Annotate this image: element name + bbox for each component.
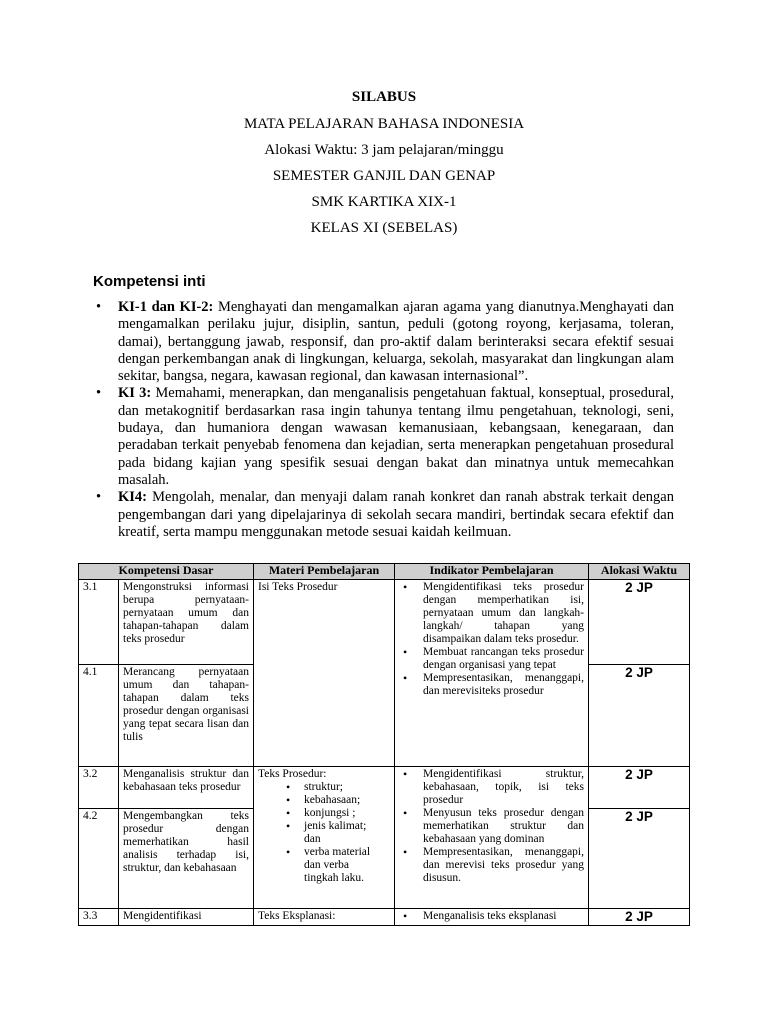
materi-cell: Isi Teks Prosedur (254, 580, 395, 767)
ki-item (96, 385, 674, 489)
materi-item: dan verba (304, 859, 350, 871)
kd-text: Mengembangkan teks prosedur dengan memerhatikan hasil analisis terhadap isi, struktur, dan kebahasaan (119, 809, 254, 909)
kd-text: Mengidentifikasi (119, 909, 254, 926)
ki-text: Menghayati dan mengamalkan ajaran agama yang dianutnya.Menghayati dan mengamalkan perilaku jujur, disiplin, santun, peduli (gotong royong, kerjasama, toleran, damai), bertanggung jawab, responsif, dan pro-aktif dalam berinteraksi secara efektif sesuai dengan perkembangan anak di lingkungan, keluarga, sekolah, masyarakat dan lingkungan alam sekitar, bangsa, negara, kawasan regional, dan kawasan internasional”. (118, 299, 674, 385)
alokasi-value: 2 JP (589, 809, 690, 909)
indikator-item: • Mengidentifikasi teks prosedur dengan memperhatikan isi, pernyataan umum dan langkah-langkah/ tahapan yang disampaikan dalam teks prosedur. (399, 581, 584, 646)
ki-list (96, 299, 674, 541)
indikator-cell (395, 767, 589, 909)
kd-number: 3.2 (79, 767, 119, 809)
kd-text: Menganalisis struktur dan kebahasaan teks prosedur (119, 767, 254, 809)
kd-number: 4.2 (79, 809, 119, 909)
kd-number: 4.1 (79, 665, 119, 767)
class-line: KELAS XI (SEBELAS) (310, 220, 458, 236)
materi-item: • verba material (298, 846, 390, 859)
alokasi-value: 2 JP (589, 580, 690, 665)
ki-label: KI4: (118, 489, 147, 506)
alokasi-value: 2 JP (589, 909, 690, 926)
col-header-alokasi: Alokasi Waktu (589, 564, 690, 580)
kd-number: 3.3 (79, 909, 119, 926)
indikator-item: • Mempresentasikan, menanggapi, dan merevisi teks prosedur yang disusun. (399, 846, 584, 885)
time-allocation-line: Alokasi Waktu: 3 jam pelajaran/minggu (264, 142, 504, 158)
indikator-item: • Menyusun teks prosedur dengan memerhatikan struktur dan kebahasaan yang dominan (399, 807, 584, 846)
ki-text: Mengolah, menalar, dan menyaji dalam ranah konkret dan ranah abstrak terkait dengan pengembangan dari yang dipelajarinya di sekolah secara mandiri, bertindak secara efektif dan kreatif, serta mampu menggunakan metode sesuai kaidah keilmuan. (118, 489, 674, 540)
materi-cell: Teks Eksplanasi: (254, 909, 395, 926)
table-row (79, 580, 690, 665)
ki-section-title: Kompetensi inti (93, 273, 206, 290)
kd-text: Merancang pernyataan umum dan tahapan-tahapan dalam teks prosedur dengan organisasi yang tepat secara lisan dan tulis (119, 665, 254, 767)
syllabus-table (78, 563, 690, 926)
indikator-cell (395, 580, 589, 767)
indikator-item: • Membuat rancangan teks prosedur dengan organisasi yang tepat (399, 646, 584, 672)
bullet-icon: • (96, 385, 102, 402)
col-header-indikator: Indikator Pembelajaran (395, 564, 589, 580)
alokasi-value: 2 JP (589, 767, 690, 809)
materi-item: • kebahasaan; (298, 794, 390, 807)
school-line: SMK KARTIKA XIX-1 (311, 194, 457, 210)
indikator-item: • Mengidentifikasi struktur, kebahasaan, topik, isi teks prosedur (399, 768, 584, 807)
materi-item: dan (304, 833, 321, 845)
ki-text: Memahami, menerapkan, dan menganalisis pengetahuan faktual, konseptual, prosedural, dan metakognitif berdasarkan rasa ingin tahunya tentang ilmu pengetahuan, teknologi, seni, budaya, dan humaniora dengan wawasan kemanusiaan, kebangsaan, kenegaraan, dan peradaban terkait penyebab fenomena dan kejadian, serta menerapkan pengetahuan prosedural pada bidang kajian yang spesifik sesuai dengan bakat dan minatnya untuk memecahkan masalah. (118, 385, 674, 488)
table-header-row (79, 564, 690, 580)
col-header-kd: Kompetensi Dasar (79, 564, 254, 580)
materi-cell (254, 767, 395, 909)
materi-item: • struktur; (298, 781, 390, 794)
bullet-icon: • (96, 299, 102, 315)
materi-item: tingkah laku. (304, 872, 365, 884)
subject-line: MATA PELAJARAN BAHASA INDONESIA (243, 116, 525, 132)
materi-item: • jenis kalimat; (298, 820, 390, 833)
kd-text: Mengonstruksi informasi berupa pernyataan-pernyataan umum dan tahapan-tahapan dalam teks prosedur (119, 580, 254, 665)
ki-label: KI 3: (118, 385, 152, 402)
ki-item (96, 299, 674, 385)
indikator-cell (395, 909, 589, 926)
bullet-icon: • (96, 489, 102, 506)
ki-item (96, 489, 674, 541)
alokasi-value: 2 JP (589, 665, 690, 767)
kd-number: 3.1 (79, 580, 119, 665)
ki-label: KI-1 dan KI-2: (118, 299, 214, 315)
materi-item: • konjungsi ; (298, 807, 390, 820)
indikator-item: • Menganalisis teks eksplanasi (399, 910, 584, 923)
materi-title: Teks Prosedur: (258, 768, 327, 780)
table-row (79, 767, 690, 809)
col-header-materi: Materi Pembelajaran (254, 564, 395, 580)
table-row (79, 909, 690, 926)
indikator-item: • Mempresentasikan, menanggapi, dan merevisiteks prosedur (399, 672, 584, 698)
semester-line: SEMESTER GANJIL DAN GENAP (272, 168, 496, 184)
doc-title: SILABUS (351, 89, 417, 105)
